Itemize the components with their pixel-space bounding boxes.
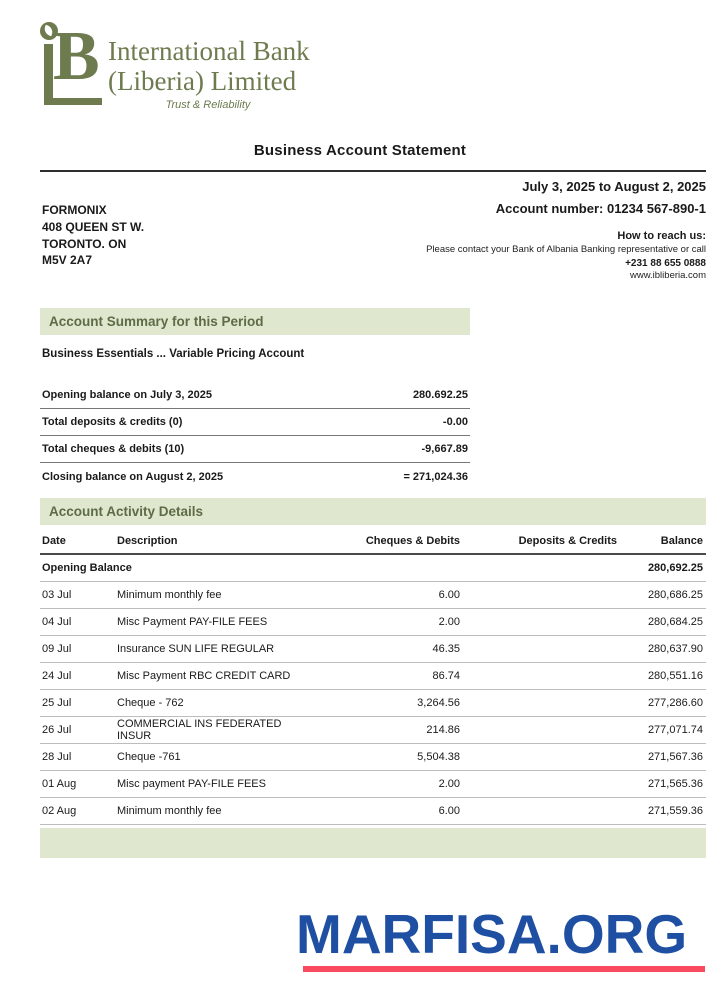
summary-label: Opening balance on July 3, 2025: [42, 389, 212, 401]
txn-date: 03 Jul: [40, 581, 115, 608]
txn-description: Minimum monthly fee: [115, 581, 310, 608]
summary-value: -0.00: [442, 416, 468, 428]
contact-heading: How to reach us:: [617, 230, 706, 242]
summary-value: -9,667.89: [421, 443, 468, 455]
recipient-address-block: [42, 202, 144, 269]
header-divider: [40, 170, 706, 172]
table-row: [40, 662, 706, 689]
txn-date: 09 Jul: [40, 635, 115, 662]
txn-debit: 6.00: [310, 581, 463, 608]
txn-credit: [463, 770, 620, 797]
col-cheques-debits: Cheques & Debits: [310, 528, 463, 554]
recipient-address-line1: 408 QUEEN ST W.: [42, 219, 145, 234]
txn-debit: 86.74: [310, 662, 463, 689]
logo-letter-b: B: [53, 18, 100, 95]
txn-credit: [463, 716, 620, 743]
txn-credit: [463, 608, 620, 635]
txn-debit: 2.00: [310, 608, 463, 635]
col-deposits-credits: Deposits & Credits: [463, 528, 620, 554]
txn-debit: 6.00: [310, 797, 463, 824]
table-row: [40, 608, 706, 635]
table-row: [40, 797, 706, 824]
summary-value: 280.692.25: [412, 389, 468, 401]
txn-debit: 46.35: [310, 635, 463, 662]
summary-row-debits: [40, 436, 470, 463]
txn-description: Cheque -761: [115, 743, 310, 770]
summary-row-opening: [40, 382, 470, 409]
summary-label: Total deposits & credits (0): [42, 416, 183, 428]
logo-i-stem: [44, 44, 53, 98]
col-description: Description: [115, 528, 310, 554]
txn-credit: [463, 797, 620, 824]
table-row: [40, 635, 706, 662]
activity-header-row: [40, 528, 706, 554]
txn-date: 28 Jul: [40, 743, 115, 770]
txn-debit: 214.86: [310, 716, 463, 743]
txn-balance: 280,684.25: [620, 608, 706, 635]
contact-phone: +231 88 655 0888: [625, 257, 706, 269]
txn-date: 26 Jul: [40, 716, 115, 743]
txn-balance: 277,071.74: [620, 716, 706, 743]
table-row: [40, 689, 706, 716]
summary-row-deposits: [40, 409, 470, 436]
logo-base-stroke: [44, 98, 102, 105]
contact-website: www.ibliberia.com: [629, 270, 706, 282]
account-product-name: Business Essentials ... Variable Pricing Account: [42, 348, 305, 360]
txn-balance: 277,286.60: [620, 689, 706, 716]
txn-balance: 271,559.36: [620, 797, 706, 824]
bank-name-line1: International Bank: [108, 36, 310, 66]
txn-description: Misc Payment RBC CREDIT CARD: [115, 662, 310, 689]
txn-date: 24 Jul: [40, 662, 115, 689]
col-balance: Balance: [620, 528, 706, 554]
table-footer-bar: [40, 828, 706, 858]
recipient-address-line2: TORONTO. ON: [42, 236, 127, 251]
txn-date: 25 Jul: [40, 689, 115, 716]
opening-balance-value: 280,692.25: [620, 554, 706, 581]
contact-block: [426, 230, 706, 283]
txn-balance: 271,565.36: [620, 770, 706, 797]
bank-name-block: [108, 36, 320, 111]
txn-balance: 271,567.36: [620, 743, 706, 770]
txn-description: COMMERCIAL INS FEDERATED INSUR: [115, 716, 310, 743]
txn-credit: [463, 581, 620, 608]
table-row: [40, 716, 706, 743]
bank-logo: [36, 14, 336, 124]
txn-credit: [463, 662, 620, 689]
txn-credit: [463, 743, 620, 770]
summary-row-closing: [40, 463, 470, 490]
bank-tagline: Trust & Reliability: [165, 99, 251, 112]
txn-balance: 280,686.25: [620, 581, 706, 608]
txn-date: 04 Jul: [40, 608, 115, 635]
txn-description: Minimum monthly fee: [115, 797, 310, 824]
table-row: [40, 581, 706, 608]
summary-table: [40, 382, 470, 490]
bank-name-line2: (Liberia) Limited: [108, 66, 297, 97]
contact-instruction: Please contact your Bank of Albania Banking representative or call: [426, 244, 706, 255]
txn-date: 02 Aug: [40, 797, 115, 824]
bank-logo-mark: [36, 16, 116, 112]
txn-debit: 2.00: [310, 770, 463, 797]
watermark-text: MARFISA.ORG: [296, 903, 688, 965]
recipient-address-line3: M5V 2A7: [42, 253, 93, 268]
txn-debit: 3,264.56: [310, 689, 463, 716]
summary-label: Closing balance on August 2, 2025: [42, 470, 224, 483]
txn-description: Misc payment PAY-FILE FEES: [115, 770, 310, 797]
table-row: [40, 770, 706, 797]
col-date: Date: [40, 528, 115, 554]
activity-section-header: Account Activity Details: [40, 498, 706, 525]
opening-balance-label: Opening Balance: [40, 554, 310, 581]
recipient-name: FORMONIX: [42, 203, 107, 217]
txn-debit: 5,504.38: [310, 743, 463, 770]
txn-credit: [463, 689, 620, 716]
account-number: Account number: 01234 567-890-1: [495, 201, 706, 216]
summary-value: = 271,024.36: [403, 470, 468, 483]
txn-description: Cheque - 762: [115, 689, 310, 716]
summary-section-header: Account Summary for this Period: [40, 308, 470, 335]
txn-description: Misc Payment PAY-FILE FEES: [115, 608, 310, 635]
summary-label: Total cheques & debits (10): [42, 443, 185, 455]
txn-date: 01 Aug: [40, 770, 115, 797]
statement-title: Business Account Statement: [253, 142, 467, 159]
txn-credit: [463, 635, 620, 662]
watermark-underline: [303, 966, 705, 972]
opening-balance-row: [40, 554, 706, 581]
table-row: [40, 743, 706, 770]
activity-table: [40, 528, 706, 825]
statement-period: July 3, 2025 to August 2, 2025: [522, 179, 706, 194]
txn-balance: 280,637.90: [620, 635, 706, 662]
txn-description: Insurance SUN LIFE REGULAR: [115, 635, 310, 662]
txn-balance: 280,551.16: [620, 662, 706, 689]
